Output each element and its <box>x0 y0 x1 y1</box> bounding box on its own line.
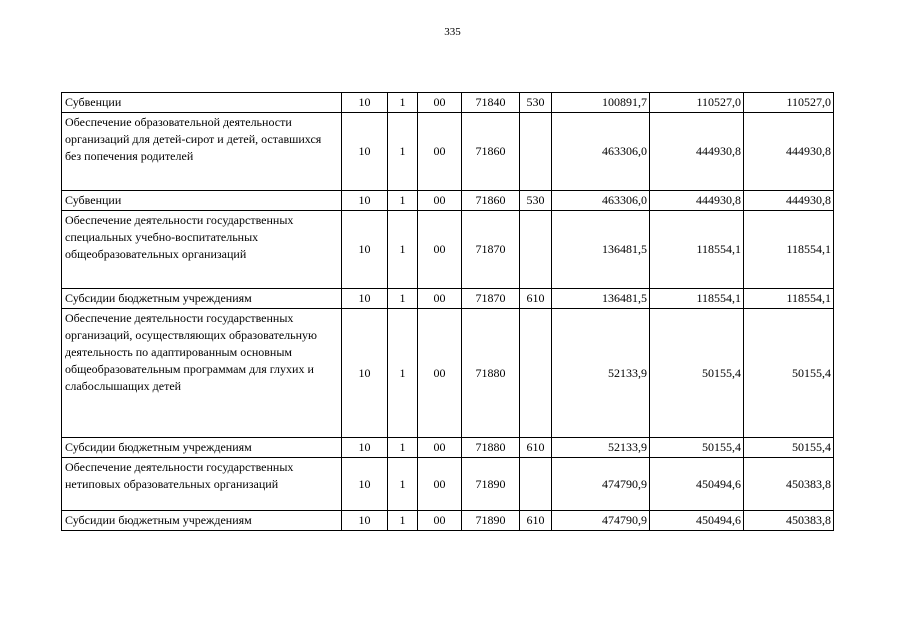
subsection-code-cell: 1 <box>388 191 418 211</box>
row-name-cell: Обеспечение образовательной деятельности организаций для детей-сирот и детей, оставшихся без попечения родителей <box>62 113 342 191</box>
section-code-cell: 10 <box>342 511 388 531</box>
expense-type-cell <box>520 211 552 289</box>
amount-year3-cell: 444930,8 <box>744 191 834 211</box>
row-name-cell: Субсидии бюджетным учреждениям <box>62 511 342 531</box>
amount-year2-cell: 444930,8 <box>650 191 744 211</box>
amount-year2-cell: 450494,6 <box>650 511 744 531</box>
amount-year3-cell: 50155,4 <box>744 309 834 438</box>
subsection-code-cell: 1 <box>388 93 418 113</box>
table-row <box>62 438 834 458</box>
row-name-cell: Обеспечение деятельности государственных нетиповых образовательных организаций <box>62 458 342 511</box>
table-row <box>62 289 834 309</box>
subsection-code-cell: 1 <box>388 458 418 511</box>
amount-year3-cell: 50155,4 <box>744 438 834 458</box>
table-row <box>62 458 834 511</box>
program-code-cell: 00 <box>418 211 462 289</box>
amount-year1-cell: 136481,5 <box>552 211 650 289</box>
amount-year1-cell: 52133,9 <box>552 309 650 438</box>
section-code-cell: 10 <box>342 93 388 113</box>
section-code-cell: 10 <box>342 191 388 211</box>
amount-year1-cell: 136481,5 <box>552 289 650 309</box>
amount-year1-cell: 463306,0 <box>552 191 650 211</box>
expense-type-cell: 610 <box>520 511 552 531</box>
table-row <box>62 113 834 191</box>
amount-year2-cell: 50155,4 <box>650 438 744 458</box>
amount-year2-cell: 118554,1 <box>650 211 744 289</box>
article-code-cell: 71860 <box>462 113 520 191</box>
article-code-cell: 71880 <box>462 309 520 438</box>
amount-year1-cell: 100891,7 <box>552 93 650 113</box>
row-name-cell: Субвенции <box>62 93 342 113</box>
subsection-code-cell: 1 <box>388 289 418 309</box>
amount-year1-cell: 52133,9 <box>552 438 650 458</box>
section-code-cell: 10 <box>342 113 388 191</box>
program-code-cell: 00 <box>418 458 462 511</box>
subsection-code-cell: 1 <box>388 309 418 438</box>
row-name-cell: Субвенции <box>62 191 342 211</box>
subsection-code-cell: 1 <box>388 438 418 458</box>
expense-type-cell <box>520 309 552 438</box>
program-code-cell: 00 <box>418 93 462 113</box>
amount-year1-cell: 474790,9 <box>552 458 650 511</box>
table-row <box>62 191 834 211</box>
subsection-code-cell: 1 <box>388 211 418 289</box>
table-row <box>62 93 834 113</box>
amount-year2-cell: 118554,1 <box>650 289 744 309</box>
article-code-cell: 71870 <box>462 211 520 289</box>
page-number: 335 <box>444 26 461 38</box>
amount-year3-cell: 110527,0 <box>744 93 834 113</box>
section-code-cell: 10 <box>342 438 388 458</box>
article-code-cell: 71870 <box>462 289 520 309</box>
article-code-cell: 71890 <box>462 458 520 511</box>
expense-type-cell: 610 <box>520 289 552 309</box>
amount-year2-cell: 444930,8 <box>650 113 744 191</box>
program-code-cell: 00 <box>418 309 462 438</box>
table-row <box>62 309 834 438</box>
section-code-cell: 10 <box>342 458 388 511</box>
amount-year3-cell: 444930,8 <box>744 113 834 191</box>
row-name-cell: Субсидии бюджетным учреждениям <box>62 438 342 458</box>
expense-type-cell <box>520 458 552 511</box>
subsection-code-cell: 1 <box>388 113 418 191</box>
row-name-cell: Субсидии бюджетным учреждениям <box>62 289 342 309</box>
program-code-cell: 00 <box>418 511 462 531</box>
article-code-cell: 71860 <box>462 191 520 211</box>
amount-year3-cell: 450383,8 <box>744 511 834 531</box>
amount-year1-cell: 474790,9 <box>552 511 650 531</box>
section-code-cell: 10 <box>342 289 388 309</box>
expense-type-cell: 530 <box>520 191 552 211</box>
article-code-cell: 71890 <box>462 511 520 531</box>
row-name-cell: Обеспечение деятельности государственных организаций, осуществляющих образовательную деятельность по адаптированным основным общеобразовательным программам для глухих и слабослышащих детей <box>62 309 342 438</box>
amount-year2-cell: 50155,4 <box>650 309 744 438</box>
program-code-cell: 00 <box>418 289 462 309</box>
table-row <box>62 511 834 531</box>
expense-type-cell: 530 <box>520 93 552 113</box>
amount-year1-cell: 463306,0 <box>552 113 650 191</box>
row-name-cell: Обеспечение деятельности государственных специальных учебно-воспитательных общеобразовательных организаций <box>62 211 342 289</box>
amount-year3-cell: 118554,1 <box>744 289 834 309</box>
subsection-code-cell: 1 <box>388 511 418 531</box>
amount-year3-cell: 450383,8 <box>744 458 834 511</box>
amount-year2-cell: 110527,0 <box>650 93 744 113</box>
amount-year3-cell: 118554,1 <box>744 211 834 289</box>
article-code-cell: 71880 <box>462 438 520 458</box>
section-code-cell: 10 <box>342 309 388 438</box>
program-code-cell: 00 <box>418 113 462 191</box>
program-code-cell: 00 <box>418 191 462 211</box>
expense-type-cell <box>520 113 552 191</box>
budget-table <box>61 92 834 531</box>
expense-type-cell: 610 <box>520 438 552 458</box>
program-code-cell: 00 <box>418 438 462 458</box>
table-row <box>62 211 834 289</box>
amount-year2-cell: 450494,6 <box>650 458 744 511</box>
article-code-cell: 71840 <box>462 93 520 113</box>
section-code-cell: 10 <box>342 211 388 289</box>
